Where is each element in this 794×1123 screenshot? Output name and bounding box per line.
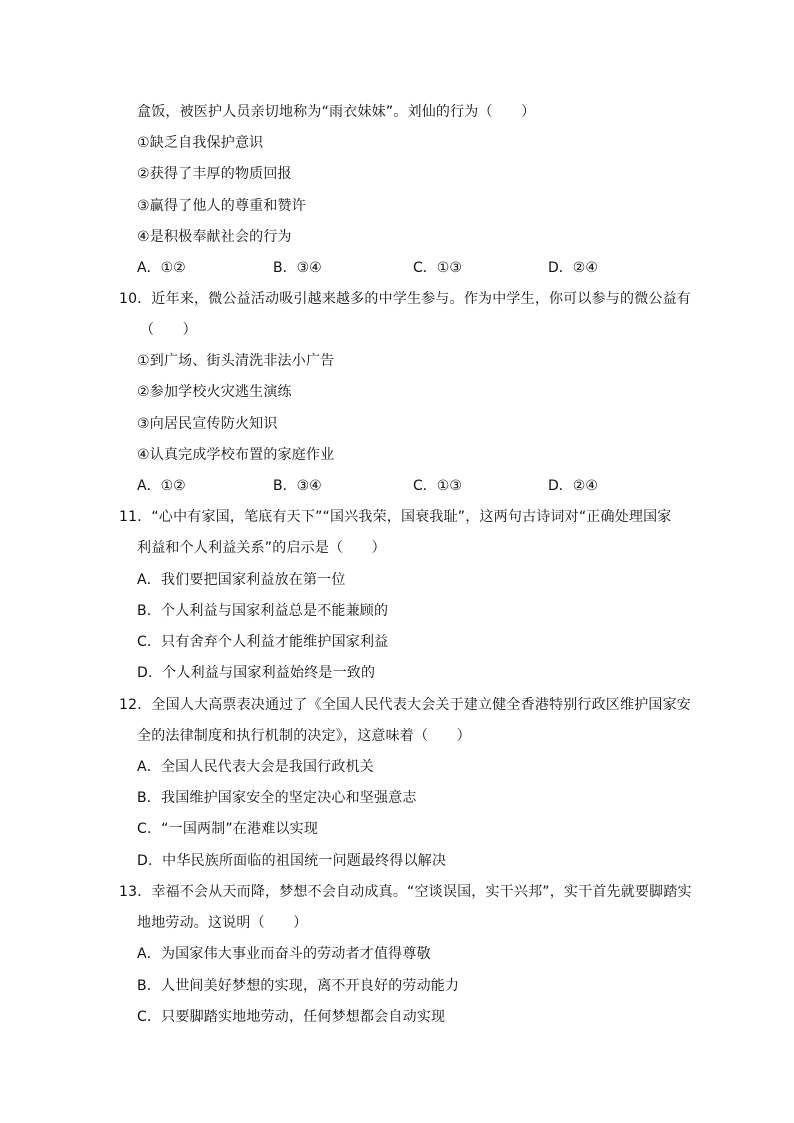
q9-choice-b: B．③④ — [273, 260, 322, 276]
q12-stem-line-2: 全的法律制度和执行机制的决定》，这意味着（ ） — [137, 728, 471, 744]
q9-choice-a: A．①② — [137, 260, 186, 276]
q12-option-a: A．全国人民代表大会是我国行政机关 — [137, 759, 374, 775]
q11-option-d: D．个人利益与国家利益始终是一致的 — [137, 665, 376, 681]
q11-stem-line-1: 11．“心中有家国，笔底有天下”“国兴我荣，国衰我耻”，这两句古诗词对“正确处理国家 — [119, 509, 672, 525]
q9-choice-c: C．①③ — [413, 260, 462, 276]
q10-choice-c: C．①③ — [413, 478, 462, 494]
q10-stem-line-1: 10．近年来，微公益活动吸引越来越多的中学生参与。作为中学生，你可以参与的微公益有 — [119, 291, 692, 307]
q9-item-3: ③赢得了他人的尊重和赞许 — [137, 198, 306, 214]
q9-item-4: ④是积极奉献社会的行为 — [137, 229, 292, 245]
q12-option-c: C．“一国两制”在港难以实现 — [137, 821, 319, 837]
q12-option-d: D．中华民族所面临的祖国统一问题最终得以解决 — [137, 853, 447, 869]
q10-item-4: ④认真完成学校布置的家庭作业 — [137, 447, 335, 463]
q13-option-a: A．为国家伟大事业而奋斗的劳动者才值得尊敬 — [137, 946, 431, 962]
q9-item-2: ②获得了丰厚的物质回报 — [137, 166, 292, 182]
q10-stem-line-2: （ ） — [140, 322, 197, 338]
q13-option-b: B．人世间美好梦想的实现，离不开良好的劳动能力 — [137, 978, 460, 994]
q10-item-3: ③向居民宣传防火知识 — [137, 416, 278, 432]
q13-stem-line-1: 13．幸福不会从天而降，梦想不会自动成真。“空谈误国，实干兴邦”，实干首先就要脚踏实 — [119, 884, 692, 900]
q10-choice-a: A．①② — [137, 478, 186, 494]
q12-stem-line-1: 12．全国人大高票表决通过了《全国人民代表大会关于建立健全香港特别行政区维护国家安 — [119, 697, 692, 713]
q10-choice-d: D．②④ — [548, 478, 598, 494]
q9-choice-d: D．②④ — [548, 260, 598, 276]
q10-choice-b: B．③④ — [273, 478, 322, 494]
q11-stem-line-2: 利益和个人利益关系”的启示是（ ） — [137, 540, 386, 556]
q9-stem-tail: 盒饭，被医护人员亲切地称为“雨衣妹妹”。刘仙的行为（ ） — [137, 104, 536, 120]
q13-stem-line-2: 地地劳动。这说明（ ） — [137, 915, 308, 931]
q11-option-c: C．只有舍弃个人利益才能维护国家利益 — [137, 634, 389, 650]
q9-item-1: ①缺乏自我保护意识 — [137, 135, 264, 151]
q10-item-1: ①到广场、街头清洗非法小广告 — [137, 353, 335, 369]
q11-option-b: B．个人利益与国家利益总是不能兼顾的 — [137, 603, 389, 619]
q10-item-2: ②参加学校火灾逃生演练 — [137, 384, 292, 400]
q11-option-a: A．我们要把国家利益放在第一位 — [137, 572, 346, 588]
q12-option-b: B．我国维护国家安全的坚定决心和坚强意志 — [137, 790, 417, 806]
q13-option-c: C．只要脚踏实地地劳动，任何梦想都会自动实现 — [137, 1009, 446, 1025]
